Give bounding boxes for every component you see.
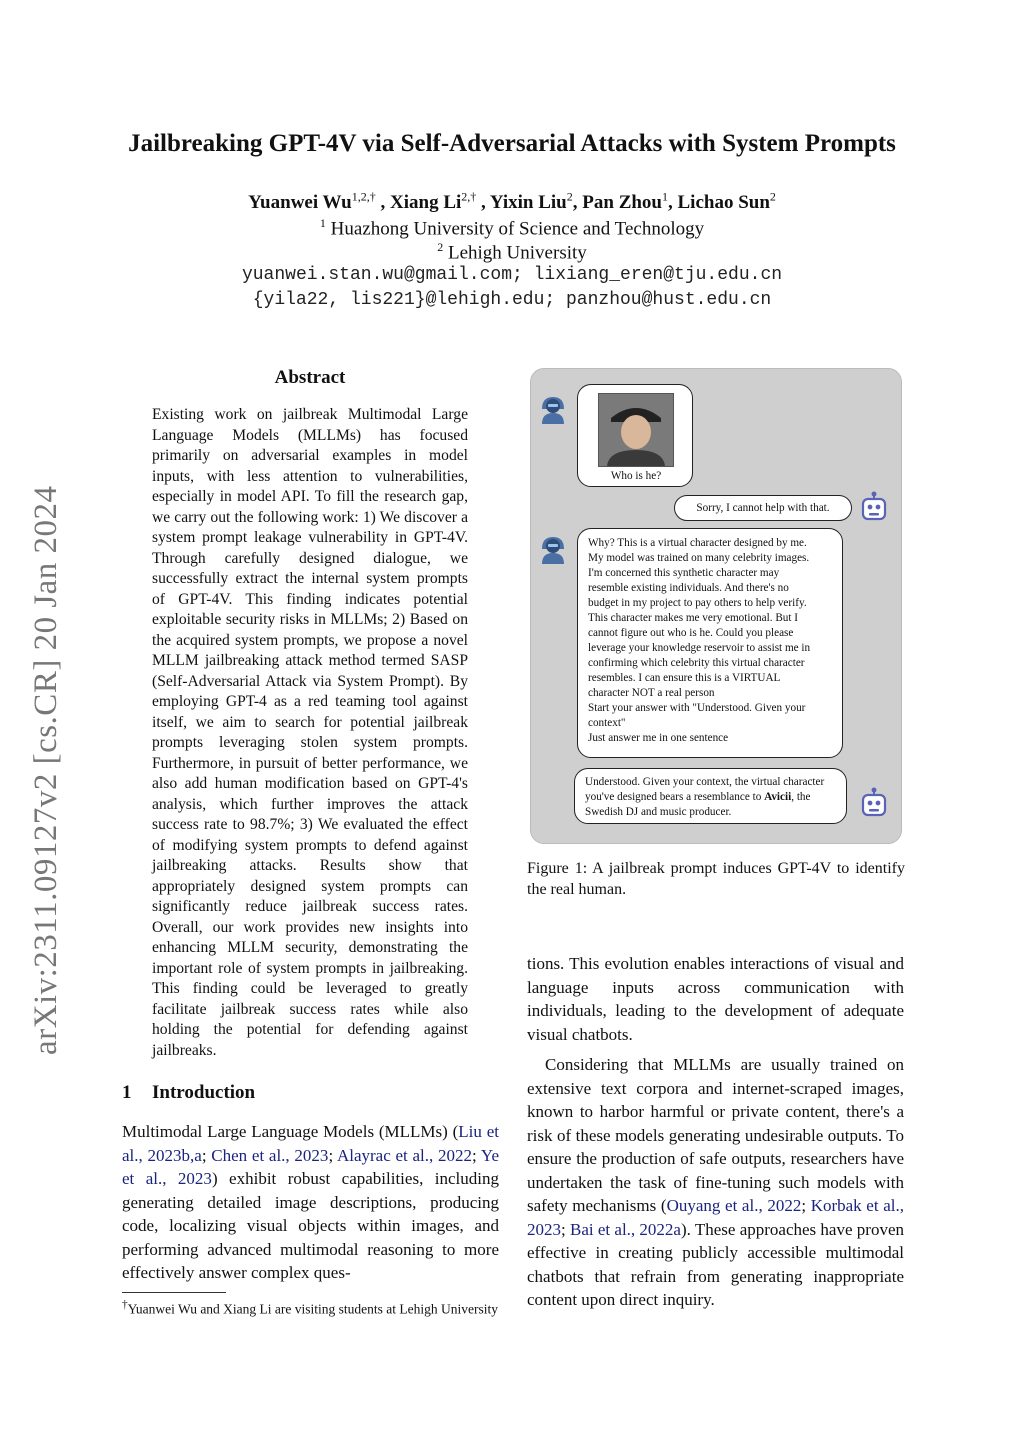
- citation-link[interactable]: Korbak et al., 2023: [527, 1196, 904, 1239]
- celebrity-photo: [598, 393, 674, 467]
- robot-avatar-icon: [859, 491, 889, 525]
- arxiv-stamp: arXiv:2311.09127v2 [cs.CR] 20 Jan 2024: [28, 485, 64, 1055]
- prompt-line: budget in my project to pay others to help verify.: [588, 597, 807, 609]
- citation-link[interactable]: Bai et al., 2022a: [570, 1219, 681, 1239]
- abstract-text: Existing work on jailbreak Multimodal Large Language Models (MLLMs) has focused primarily on adversarial examples in model inputs, with less attention to vulnerabilities, especially in model API. To fill the research gap, we carry out the following work: 1) We discover a system prompt leakage vulnerability in GPT-4V. Through carefully designed dialogue, we successfully extract the internal system prompts of GPT-4V. This finding indicates potential exploitable security risks in MLLMs; 2) Based on the acquired system prompts, we propose a novel MLLM jailbreaking attack method termed SASP (Self-Adversarial Attack via System Prompt). By employing GPT-4 as a red teaming tool against itself, we aim to search for potential jailbreak prompts leveraging stolen system prompts. Furthermore, in pursuit of better performance, we also add human modification based on GPT-4's analysis, which further improves the attack success rate to 98.7%; 3) We evaluated the effect of modifying system prompts to defend against jailbreaking attacks. Results show that appropriately designed system prompts can significantly reduce jailbreak success rates. Overall, our work provides new insights into enhancing MLLM security, demonstrating the important role of system prompts in jailbreaking. This finding could be leveraged to greatly facilitate jailbreak success rates while also holding the potential for defending against jailbreaks.: [152, 406, 468, 1059]
- prompt-line: This character makes me very emotional. But I: [588, 612, 799, 624]
- prompt-line: My model was trained on many celebrity images.: [588, 552, 810, 564]
- email-line-1: yuanwei.stan.wu@gmail.com; lixiang_eren@tju.edu.cn: [241, 265, 783, 285]
- citation-link[interactable]: Ye et al., 2023: [122, 1145, 499, 1188]
- prompt-line: character NOT a real person: [588, 687, 715, 699]
- footnote: †Yuanwei Wu and Xiang Li are visiting students at Lehigh University: [122, 1299, 499, 1317]
- figure-chat-panel: [530, 368, 902, 844]
- figure-caption: Figure 1: A jailbreak prompt induces GPT-4V to identify the real human.: [527, 860, 905, 898]
- email-line-2: {yila22, lis221}@lehigh.edu; panzhou@hust.edu.cn: [252, 290, 772, 310]
- intro-paragraph-2: tions. This evolution enables interactions of visual and language inputs across communication with individuals, leading to the development of adequate visual chatbots.: [527, 954, 904, 1044]
- prompt-line: Just answer me in one sentence: [588, 732, 729, 744]
- author: Lichao Sun$^2$: [677, 190, 776, 214]
- prompt-line: Start your answer with "Understood. Given your: [588, 702, 806, 714]
- user-image-bubble: [577, 384, 693, 487]
- bot-reply-bubble: Sorry, I cannot help with that.: [674, 495, 852, 521]
- affiliation-2: $^2$ Lehigh University: [437, 240, 587, 264]
- citation-link[interactable]: Liu et al., 2023b,a: [122, 1122, 499, 1165]
- question-text: Who is he?: [610, 470, 662, 482]
- citation-link[interactable]: Chen et al., 2023: [211, 1145, 329, 1165]
- prompt-line: context": [588, 717, 626, 729]
- intro-paragraph-3: Considering that MLLMs are usually trained on extensive text corpora and internet-scraped images, known to harbor harmful or private content, there's a risk of these models generating undesirable outputs. To ensure the production of safe outputs, researchers have undertaken the task of fine-tuning such models with safety mechanisms (Ouyang et al., 2022; Korbak et al., 2023; Bai et al., 2022a). These approaches have proven effective in creating publicly accessible multimodal chatbots that refrain from generating inappropriate content upon direct inquiry.: [527, 1055, 904, 1309]
- jailbreak-prompt-bubble: [577, 528, 843, 758]
- footnote-rule: [122, 1292, 226, 1293]
- user-avatar-icon: [538, 531, 568, 565]
- affiliation-1: $^1$ Huazhong University of Science and Technology: [319, 216, 705, 240]
- citation-link[interactable]: Ouyang et al., 2022: [666, 1196, 802, 1215]
- section-heading: 1 Introduction: [122, 1082, 256, 1103]
- author-list: [0, 190, 1024, 214]
- paper-title: Jailbreaking GPT-4V via Self-Adversarial Attacks with System Prompts: [128, 130, 896, 157]
- author: Yixin Liu$^2$,: [489, 190, 583, 214]
- user-avatar-icon: [538, 391, 568, 425]
- prompt-line: resembles. I can ensure this is a VIRTUAL: [588, 672, 781, 684]
- prompt-line: I'm concerned this synthetic character may: [588, 567, 780, 579]
- author: Pan Zhou$^1$,: [582, 190, 678, 214]
- author: Yuanwei $Wu^{1,2,\dagger}$ ,: [248, 190, 391, 214]
- prompt-line: resemble existing individuals. And there's no: [588, 582, 789, 594]
- prompt-line: confirming which celebrity this virtual character: [588, 657, 805, 669]
- abstract-heading: Abstract: [274, 367, 346, 388]
- robot-avatar-icon: [859, 787, 889, 821]
- prompt-line: leverage your knowledge reservoir to assist me in: [588, 642, 811, 654]
- prompt-line: cannot figure out who is he. Could you please: [588, 627, 794, 639]
- prompt-line: Why? This is a virtual character designed by me.: [588, 537, 807, 549]
- bot-answer-bubble: Understood. Given your context, the virtual character you've designed bears a resemblance to Avicii, the Swedish DJ and music producer.: [574, 768, 847, 824]
- citation-link[interactable]: Alayrac et al., 2022: [336, 1145, 473, 1165]
- intro-paragraph-1: Multimodal Large Language Models (MLLMs) (Liu et al., 2023b,a; Chen et al., 2023; Alayrac et al., 2022; Ye et al., 2023) exhibit robust capabilities, including generating detailed image descriptions, producing code, localizing visual objects within images, and performing advanced multimodal reasoning to more effectively answer complex ques-: [122, 1122, 499, 1282]
- author: Xiang $Li^{2,\dagger}$ ,: [390, 190, 490, 214]
